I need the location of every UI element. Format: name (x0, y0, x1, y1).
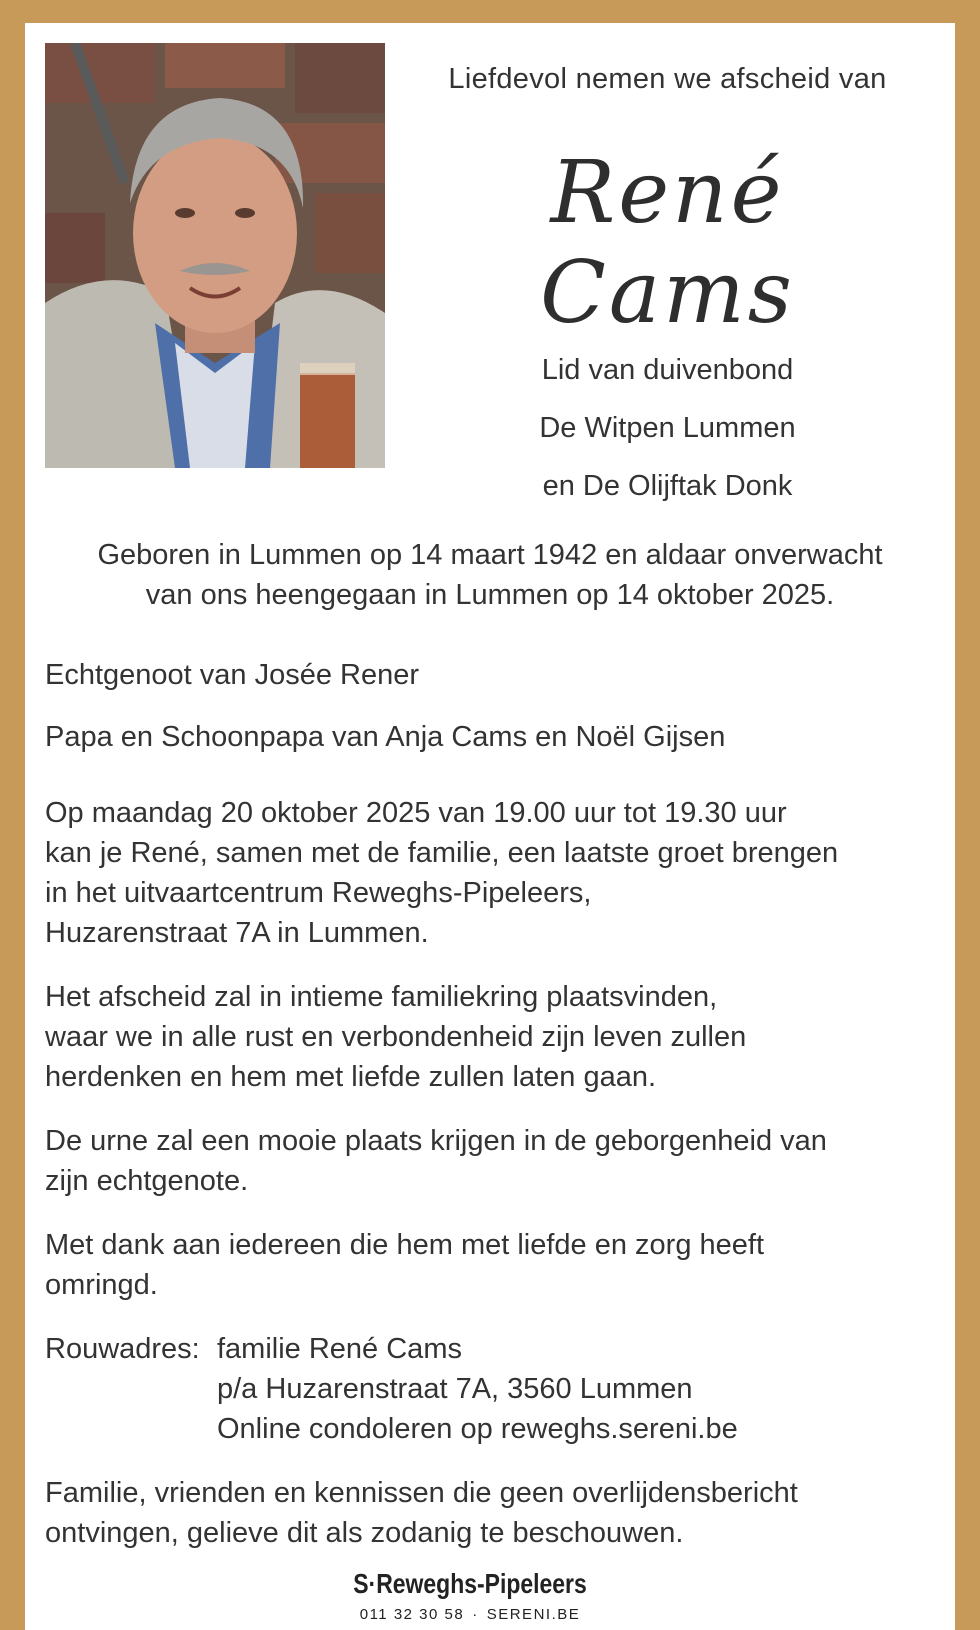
logo-dot: · (368, 1568, 377, 1599)
club-line: De Witpen Lummen (539, 412, 796, 444)
club-line: en De Olijftak Donk (542, 470, 793, 502)
portrait-illustration (45, 43, 385, 468)
thanks-line: omringd. (45, 1269, 158, 1301)
obituary-body (45, 655, 935, 1553)
urn-line: zijn echtgenote. (45, 1165, 249, 1197)
urn-paragraph (45, 1121, 935, 1201)
obituary-card (25, 23, 955, 1630)
intro-text: Liefdevol nemen we afscheid van (448, 63, 887, 95)
urn-line: De urne zal een mooie plaats krijgen in de geborgenheid van (45, 1125, 827, 1157)
club-membership (420, 341, 915, 515)
farewell-line: waar we in alle rust en verbondenheid zijn leven zullen (45, 1021, 747, 1053)
funeral-home-logo (349, 1568, 592, 1600)
visit-line: in het uitvaartcentrum Reweghs-Pipeleers, (45, 877, 592, 909)
mourning-address-line: p/a Huzarenstraat 7A, 3560 Lummen (217, 1373, 693, 1405)
footer-separator: · (472, 1606, 479, 1623)
mourning-address-label: Rouwadres: (45, 1333, 200, 1365)
logo-name: Reweghs-Pipeleers (376, 1568, 587, 1599)
footer-site[interactable]: SERENI.BE (486, 1606, 581, 1623)
portrait-photo (45, 43, 385, 468)
birth-death-text (45, 535, 935, 615)
club-line: Lid van duivenbond (541, 354, 794, 386)
visit-line: Op maandag 20 oktober 2025 van 19.00 uur tot 19.30 uur (45, 797, 787, 829)
born-line: Geboren in Lummen op 14 maart 1942 en aldaar onverwacht (97, 539, 883, 571)
spouse-text: Echtgenoot van Josée Rener (45, 659, 420, 691)
thanks-paragraph (45, 1225, 935, 1305)
condolence-link[interactable]: Online condoleren op reweghs.sereni.be (217, 1413, 738, 1445)
thanks-line: Met dank aan iedereen die hem met liefde en zorg heeft (45, 1229, 765, 1261)
visit-line: Huzarenstraat 7A in Lummen. (45, 917, 429, 949)
visit-line: kan je René, samen met de familie, een laatste groet brengen (45, 837, 839, 869)
notice-paragraph (45, 1473, 935, 1553)
farewell-line: Het afscheid zal in intieme familiekring plaatsvinden, (45, 981, 718, 1013)
footer-phone[interactable]: 011 32 30 58 (359, 1606, 465, 1623)
notice-line: Familie, vrienden en kennissen die geen overlijdensbericht (45, 1477, 798, 1509)
mourning-address (45, 1329, 935, 1449)
farewell-paragraph (45, 977, 935, 1097)
footer-contact (322, 1606, 618, 1623)
children-text: Papa en Schoonpapa van Anja Cams en Noël Gijsen (45, 721, 726, 753)
born-line: van ons heengegaan in Lummen op 14 oktober 2025. (145, 579, 835, 611)
logo-prefix: S (353, 1568, 369, 1599)
farewell-line: herdenken en hem met liefde zullen laten gaan. (45, 1061, 657, 1093)
mourning-address-line: familie René Cams (217, 1333, 462, 1365)
deceased-name: René Cams (540, 143, 795, 343)
notice-line: ontvingen, gelieve dit als zodanig te beschouwen. (45, 1517, 684, 1549)
visitation-paragraph (45, 793, 935, 953)
